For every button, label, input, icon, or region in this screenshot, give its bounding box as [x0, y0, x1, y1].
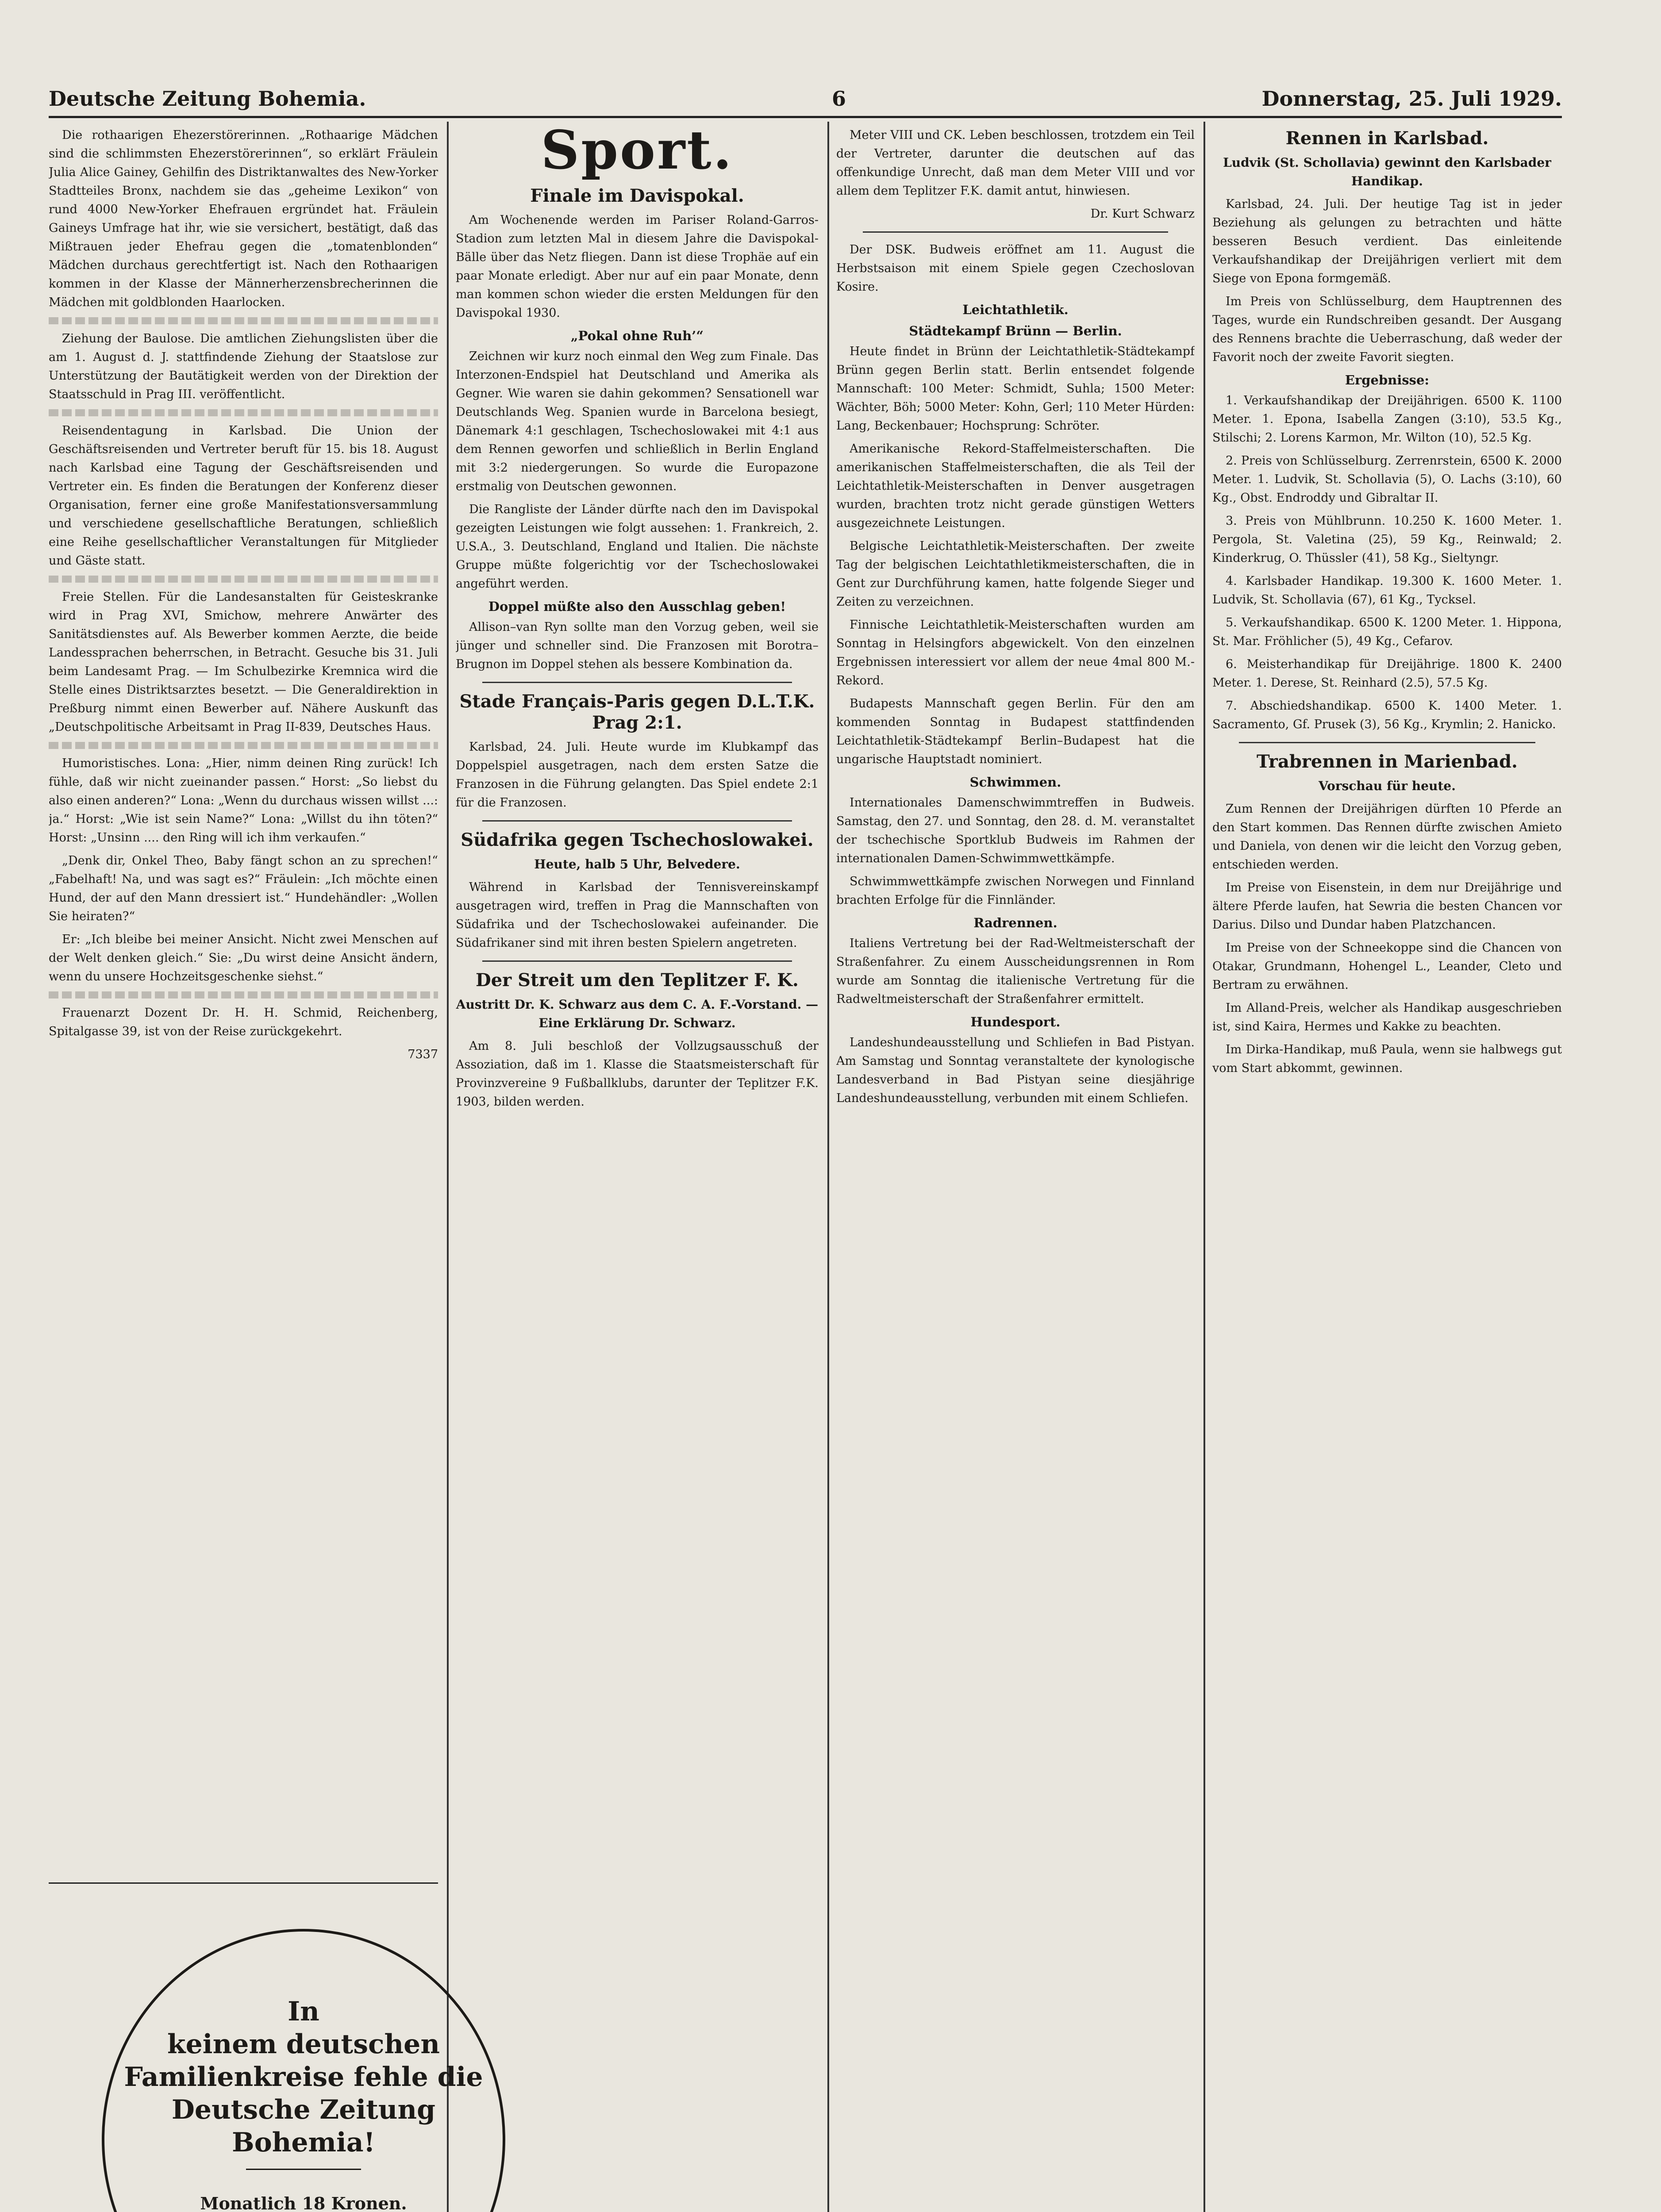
- subhead-staedtekampf: Städtekampf Brünn — Berlin.: [909, 323, 1122, 338]
- subhead-pokal: „Pokal ohne Ruh’“: [570, 328, 704, 343]
- text-filler: [49, 991, 438, 998]
- result-6: 6. Meisterhandikap für Dreijährige. 1800 K. 2400 Meter. 1. Derese, St. Reinhard (2.5), 57.5 Kg.: [1212, 657, 1562, 690]
- article-amerika-staffel: Amerikanische Rekord-Staffelmeisterschaften. Die amerikanischen Staffelmeisterschaften, die als Teil der Leichtathletik-Meisterschaften in Denver ausgetragen wurden, brachten trotz nicht gerade günstigen Wetters ausgezeichnete Leistungen.: [836, 442, 1195, 530]
- column-divider: [447, 122, 449, 2212]
- article-rangliste: Die Rangliste der Länder dürfte nach den im Davispokal gezeigten Leistungen wie folgt aussehen: 1. Frankreich, 2. U.S.A., 3. Deutschland, England und Italien. Die nächste Gruppe müßte folgerichtig vor der Tschechoslowakei angeführt werden.: [456, 503, 819, 591]
- notice-frauenarzt: Frauenarzt Dozent Dr. H. H. Schmid, Reichenberg, Spitalgasse 39, ist von der Reise zurückgekehrt.: [49, 1006, 438, 1038]
- signature: Dr. Kurt Schwarz: [1090, 207, 1195, 221]
- result-4: 4. Karlsbader Handikap. 19.300 K. 1600 Meter. 1. Ludvik, St. Schollavia (67), 61 Kg., Tycksel.: [1212, 574, 1562, 607]
- article-pokal: Zeichnen wir kurz noch einmal den Weg zum Finale. Das Interzonen-Endspiel hat Deutschland und Amerika als Gegner. Wie waren sie dahin gekommen? Sensationell war Deutschlands Weg. Spanien wurde in Barcelona besiegt, Dänemark 4:1 geschlagen, Tschechoslowakei mit 4:1 aus dem Rennen geworfen und schließlich in Berlin England mit 3:2 niedergerungen. So wurde die Europazone erstmalig von Deutschen gewonnen.: [456, 349, 819, 493]
- article-streit-cont: Meter VIII und CK. Leben beschlossen, trotzdem ein Teil der Vertreter, darunter die deutschen auf das offenkundige Unrecht, daß man dem Meter VIII und vor allem dem Teplitzer F.K. damit antut, hinwiesen.: [836, 128, 1195, 198]
- section-separator: [482, 682, 792, 683]
- section-separator: [482, 960, 792, 962]
- masthead: Deutsche Zeitung Bohemia.: [49, 87, 366, 111]
- column-1: [49, 126, 438, 1874]
- text-filler: [49, 409, 438, 416]
- section-leichtathletik: Leichtathletik.: [962, 302, 1069, 317]
- headline-stade: Stade Français-Paris gegen D.L.T.K. Prag 2:1.: [459, 691, 815, 733]
- article-marienbad-1: Zum Rennen der Dreijährigen dürften 10 Pferde an den Start kommen. Das Rennen dürfte zwischen Amieto und Daniela, von denen wir die leicht den Vorzug geben, entschieden werden.: [1212, 802, 1562, 872]
- ad-price: Monatlich 18 Kronen.: [200, 2193, 407, 2212]
- section-radrennen: Radrennen.: [973, 915, 1057, 930]
- article-karlsbad-2: Im Preis von Schlüsselburg, dem Hauptrennen des Tages, wurde ein Rundschreiben gesandt. Der Ausgang des Rennens brachte die Ueberraschung, daß weder der Favorit noch der zweite Favorit siegten.: [1212, 295, 1562, 364]
- article-marienbad-4: Im Alland-Preis, welcher als Handikap ausgeschrieben ist, sind Kaira, Hermes und Kakke zu beachten.: [1212, 1001, 1562, 1033]
- result-2: 2. Preis von Schlüsselburg. Zerrenrstein, 6500 K. 2000 Meter. 1. Ludvik, St. Schollavia (5), O. Lachs (3:10), 60 Kg., Obst. Endroddy und Gibraltar II.: [1212, 454, 1562, 505]
- subhead-karlsbad: Ludvik (St. Schollavia) gewinnt den Karlsbader Handikap.: [1223, 155, 1551, 188]
- article-marienbad-5: Im Dirka-Handikap, muß Paula, wenn sie halbwegs gut vom Start abkommt, gewinnen.: [1212, 1043, 1562, 1075]
- ad-line-3: Familienkreise fehle die: [124, 2061, 483, 2093]
- subhead-suedafrika: Heute, halb 5 Uhr, Belvedere.: [534, 857, 740, 872]
- article-dsk: Der DSK. Budweis eröffnet am 11. August die Herbstsaison mit einem Spiele gegen Czechoslovan Kosire.: [836, 243, 1195, 294]
- subhead-ergebnisse: Ergebnisse:: [1345, 373, 1430, 388]
- headline-finale: Finale im Davispokal.: [530, 185, 744, 206]
- column-3: [836, 126, 1195, 2212]
- column-divider: [827, 122, 829, 2212]
- ad-rule: [49, 1882, 438, 1884]
- headline-marienbad: Trabrennen in Marienbad.: [1257, 751, 1518, 772]
- section-schwimmen: Schwimmen.: [969, 775, 1061, 790]
- text-filler: [49, 742, 438, 749]
- article-freie-stellen: Freie Stellen. Für die Landesanstalten für Geisteskranke wird in Prag XVI, Smichow, mehrere Anwärter des Sanitätsdienstes auf. Als Bewerber kommen Aerzte, die beide Landessprachen beherrschen, in Betracht. Gesuche bis 31. Juli beim Landesamt Prag. — Im Schulbezirke Kremnica wird die Stelle eines Distriktsarztes besetzt. — Die Generaldirektion in Preßburg nimmt einen Bewerber auf. Nähere Auskunft das „Deutschpolitische Arbeitsamt in Prag II-839, Deutsches Haus.: [49, 590, 438, 734]
- headline-karlsbad: Rennen in Karlsbad.: [1285, 128, 1489, 149]
- article-doppel: Allison–van Ryn sollte man den Vorzug geben, weil sie jünger und schneller sind. Die Franzosen mit Borotra–Brugnon im Doppel stehen als bessere Kombination da.: [456, 620, 819, 671]
- ad-divider: [246, 2169, 361, 2170]
- article-stade: Karlsbad, 24. Juli. Heute wurde im Klubkampf das Doppelspiel ausgetragen, nach dem ersten Satze die Franzosen in die Führung gelangten. Das Spiel endete 2:1 für die Franzosen.: [456, 740, 819, 810]
- article-staedtekampf: Heute findet in Brünn der Leichtathletik-Städtekampf Brünn gegen Berlin statt. Berlin entsendet folgende Mannschaft: 100 Meter: Schmidt, Suhla; 1500 Meter: Wächter, Böh; 5000 Meter: Kohn, Gerl; 110 Meter Hürden: Lang, Beckenbauer; Hochsprung: Schröter.: [836, 345, 1195, 433]
- article-italien-rad: Italiens Vertretung bei der Rad-Weltmeisterschaft der Straßenfahrer. Zu einem Ausscheidungsrennen in Rom wurde am Sonntag die italienische Vertretung für die Radweltmeisterschaft der Straßenfahrer ermittelt.: [836, 937, 1195, 1006]
- column-4: [1212, 122, 1562, 2212]
- subhead-doppel: Doppel müßte also den Ausschlag geben!: [488, 599, 786, 614]
- article-norwegen: Schwimmwettkämpfe zwischen Norwegen und Finnland brachten Erfolge für die Finnländer.: [836, 875, 1195, 907]
- article-reisendentagung: Reisendentagung in Karlsbad. Die Union der Geschäftsreisenden und Vertreter beruft für 15. bis 18. August nach Karlsbad eine Tagung der Geschäftsreisenden und Vertreter ein. Es finden die Beratungen der Konferenz dieser Organisation, ferner eine große Manifestationsversammlung und verschiedene gesellschaftliche Beratungen, schließlich eine Reihe gesellschaftlicher Veranstaltungen für Mitglieder und Gäste statt.: [49, 424, 438, 568]
- article-budapest: Budapests Mannschaft gegen Berlin. Für den am kommenden Sonntag in Budapest stattfindenden Leichtathletik-Städtekampf Berlin–Budapest hat die ungarische Hauptstadt nominiert.: [836, 697, 1195, 766]
- headline-suedafrika: Südafrika gegen Tschechoslowakei.: [461, 830, 814, 850]
- result-5: 5. Verkaufshandikap. 6500 K. 1200 Meter. 1. Hippona, St. Mar. Fröhlicher (5), 49 Kg., Cefarov.: [1212, 616, 1562, 648]
- sport-section-title: Sport.: [541, 122, 734, 181]
- issue-date: Donnerstag, 25. Juli 1929.: [1261, 87, 1562, 111]
- subscription-ad: [102, 1929, 505, 2212]
- article-humoristisches: Humoristisches. Lona: „Hier, nimm deinen Ring zurück! Ich fühle, daß wir nicht zueinander passen.“ Horst: „So liebst du also einen anderen?“ Lona: „Wenn du durchaus wissen willst ...: ja.“ Horst: „Wie ist sein Name?“ Lona: „Willst du ihn töten?“ Horst: „Unsinn .... den Ring will ich ihm verkaufen.“: [49, 757, 438, 845]
- result-7: 7. Abschiedshandikap. 6500 K. 1400 Meter. 1. Sacramento, Gf. Prusek (3), 56 Kg., Krymlin; 2. Hanicko.: [1212, 699, 1562, 731]
- page-header: [49, 87, 1562, 113]
- ad-line-2: keinem deutschen: [167, 2028, 440, 2060]
- article-suedafrika: Während in Karlsbad der Tennisvereinskampf ausgetragen wird, treffen in Prag die Mannschaften von Südafrika und der Tschechoslowakei aufeinander. Die Südafrikaner sind mit ihren besten Spielern angetreten.: [456, 880, 819, 950]
- header-rule: [49, 116, 1562, 118]
- subhead-streit: Austritt Dr. K. Schwarz aus dem C. A. F.-Vorstand. — Eine Erklärung Dr. Schwarz.: [456, 997, 819, 1030]
- article-streit: Am 8. Juli beschloß der Vollzugsausschuß der Assoziation, daß im 1. Klasse die Staatsmeisterschaft für Provinzvereine 9 Fußballklubs, darunter der Teplitzer F.K. 1903, bilden werden.: [456, 1039, 819, 1109]
- article-finale: Am Wochenende werden im Pariser Roland-Garros-Stadion zum letzten Mal in diesem Jahre die Davispokal-Bälle über das Netz fliegen. Dann ist diese Trophäe auf ein paar Monate erledigt. Aber nur auf ein paar Monate, denn man kommen schon wieder die ersten Meldungen für den Davispokal 1930.: [456, 213, 819, 320]
- section-separator: [1239, 742, 1535, 743]
- text-filler: [49, 576, 438, 583]
- ad-line-1: In: [288, 1996, 319, 2027]
- column-divider: [1203, 122, 1205, 2212]
- article-humor-2: „Denk dir, Onkel Theo, Baby fängt schon an zu sprechen!“ „Fabelhaft! Na, und was sagt es?“ Fräulein: „Ich möchte einen Hund, der auf den Mann dressiert ist.“ Hundehändler: „Wollen Sie heiraten?“: [49, 854, 438, 923]
- article-damenschwimmen: Internationales Damenschwimmtreffen in Budweis. Samstag, den 27. und Sonntag, den 28. d. M. veranstaltet der tschechische Sportklub Budweis im Rahmen der internationalen Damen-Schwimmwettkämpfe.: [836, 796, 1195, 865]
- article-belgien: Belgische Leichtathletik-Meisterschaften. Der zweite Tag der belgischen Leichtathletikmeisterschaften, die in Gent zur Durchführung kamen, hatte folgende Sieger und Zeiten zu verzeichnen.: [836, 539, 1195, 609]
- page-number: 6: [832, 87, 846, 111]
- article-karlsbad: Karlsbad, 24. Juli. Der heutige Tag ist in jeder Beziehung als gelungen zu betrachten und hätte besseren Besuch verdient. Das einleitende Verkaufshandikap der Dreijährigen verliert mit dem Siege von Epona formgemäß.: [1212, 197, 1562, 285]
- column-2: [456, 122, 819, 2212]
- subhead-marienbad: Vorschau für heute.: [1319, 779, 1456, 793]
- section-separator: [863, 231, 1168, 233]
- headline-streit: Der Streit um den Teplitzer F. K.: [476, 970, 799, 991]
- article-humor-3: Er: „Ich bleibe bei meiner Ansicht. Nicht zwei Menschen auf der Welt denken gleich.“ Sie: „Du wirst deine Ansicht ändern, wenn du unsere Hochzeitsgeschenke siehst.“: [49, 933, 438, 983]
- article-hundesport: Landeshundeausstellung und Schliefen in Bad Pistyan. Am Samstag und Sonntag veranstaltete der kynologische Landesverband in Bad Pistyan seine diesjährige Landeshundeausstellung, verbunden mit einem Schliefen.: [836, 1036, 1195, 1105]
- ad-line-4: Deutsche Zeitung Bohemia!: [171, 2094, 436, 2158]
- section-separator: [482, 820, 792, 822]
- article-baulose: Ziehung der Baulose. Die amtlichen Ziehungslisten über die am 1. August d. J. stattfindende Ziehung der Staatslose zur Unterstützung der Bautätigkeit werden von der Direktion der Staatsschuld in Prag III. veröffentlicht.: [49, 332, 438, 401]
- result-3: 3. Preis von Mühlbrunn. 10.250 K. 1600 Meter. 1. Pergola, St. Valetina (25), 59 Kg., Reinwald; 2. Kinderkrug, O. Thüssler (41), 58 Kg., Sieltyngr.: [1212, 514, 1562, 565]
- text-filler: [49, 317, 438, 324]
- section-hundesport: Hundesport.: [970, 1014, 1061, 1029]
- article-marienbad-3: Im Preise von der Schneekoppe sind die Chancen von Otakar, Grundmann, Hohengel L., Leander, Cleto und Bertram zu erwähnen.: [1212, 941, 1562, 992]
- result-1: 1. Verkaufshandikap der Dreijährigen. 6500 K. 1100 Meter. 1. Epona, Isabella Zangen (3:10), 53.5 Kg., Stilschi; 2. Lorens Karmon, Mr. Wilton (10), 52.5 Kg.: [1212, 394, 1562, 445]
- article-rothaarige: Die rothaarigen Ehezerstörerinnen. „Rothaarige Mädchen sind die schlimmsten Ehezerstörerinnen“, so erklärt Fräulein Julia Alice Gainey, Gehilfin des Distriktanwaltes des New-Yorker Stadtteiles Bronx, nachdem sie das „geheime Lexikon“ von rund 4000 New-Yorker Ehefrauen ergründet hat. Fräulein Gaineys Umfrage hat ihr, wie sie versichert, bestätigt, daß das Mißtrauen jeder Ehefrau gegen die „tomatenblonden“ Mädchen durchaus gerechtfertigt ist. Nach den Rothaarigen kommen in der Klasse der Männerherzensbrecherinnen die Mädchen mit goldblonden Haarlocken.: [49, 128, 438, 309]
- notice-code: 7337: [408, 1048, 438, 1061]
- article-marienbad-2: Im Preise von Eisenstein, in dem nur Dreijährige und ältere Pferde laufen, hat Sewria die besten Chancen vor Darius. Dilso und Dundar haben Platzchancen.: [1212, 881, 1562, 932]
- article-finnland: Finnische Leichtathletik-Meisterschaften wurden am Sonntag in Helsingfors abgewickelt. Von den einzelnen Ergebnissen interessiert vor allem der neue 4mal 800 M.-Rekord.: [836, 618, 1195, 687]
